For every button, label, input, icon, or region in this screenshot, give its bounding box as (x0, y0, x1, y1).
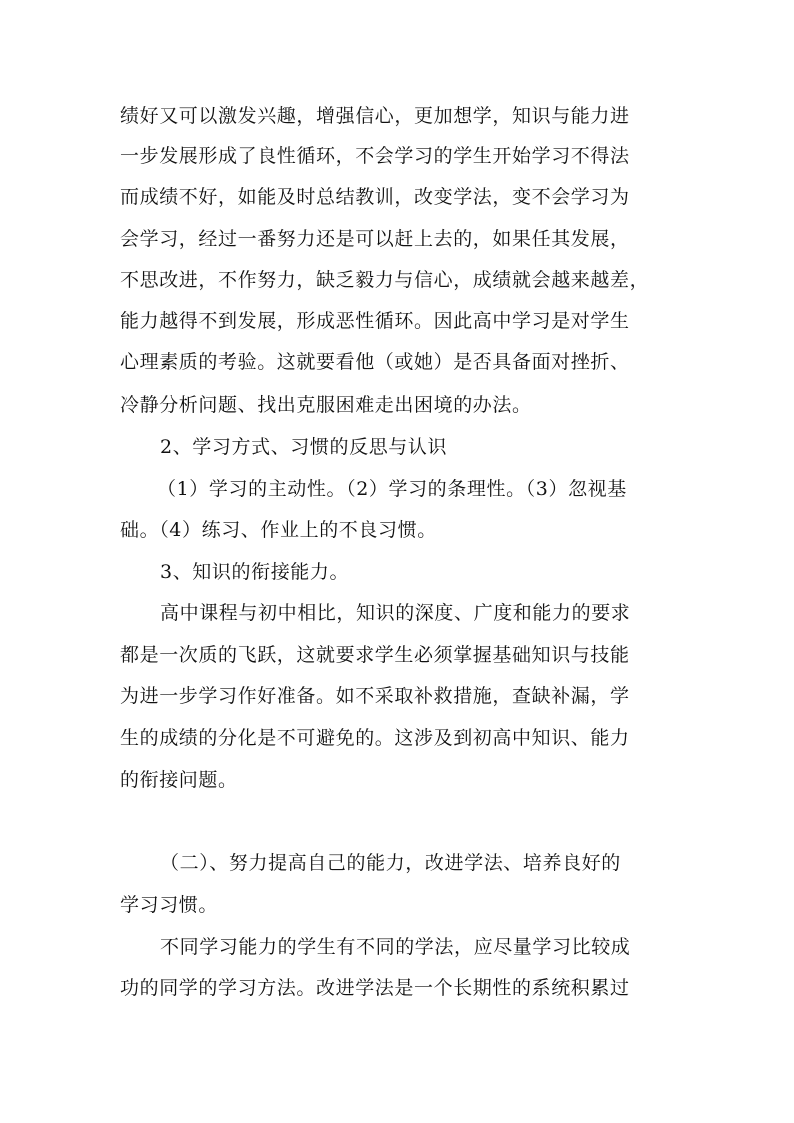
body-text-line: 会学习，经过一番努力还是可以赶上去的，如果任其发展， (120, 228, 630, 250)
section-heading: 2、学习方式、习惯的反思与认识 (160, 436, 448, 458)
body-text-line: 心理素质的考验。这就要看他（或她）是否具备面对挫折、 (120, 351, 630, 373)
body-text-line: 功的同学的学习方法。改进学法是一个长期性的系统积累过 (120, 977, 630, 999)
body-text-line: 冷静分析问题、找出克服困难走出困境的办法。 (120, 394, 532, 416)
section-heading: 学习习惯。 (120, 894, 219, 916)
body-text-line: 能力越得不到发展，形成恶性循环。因此高中学习是对学生 (120, 310, 630, 332)
body-text-line: 一步发展形成了良性循环，不会学习的学生开始学习不得法 (120, 145, 630, 167)
body-text-line: 高中课程与初中相比，知识的深度、广度和能力的要求 (160, 602, 631, 624)
body-text-line: 为进一步学习作好准备。如不采取补救措施，查缺补漏，学 (120, 685, 630, 707)
body-text-line: （1）学习的主动性。（2）学习的条理性。（3）忽视基 (157, 478, 627, 500)
body-text-line: 础。（4）练习、作业上的不良习惯。 (120, 519, 437, 541)
section-heading: 3、知识的衔接能力。 (160, 561, 350, 583)
body-text-line: 绩好又可以激发兴趣，增强信心，更加想学，知识与能力进 (120, 105, 630, 127)
body-text-line: 生的成绩的分化是不可避免的。这涉及到初高中知识、能力 (120, 727, 630, 749)
body-text-line: 不同学习能力的学生有不同的学法，应尽量学习比较成 (160, 936, 631, 958)
body-text-line: 不思改进，不作努力，缺乏毅力与信心，成绩就会越来越差， (120, 269, 650, 291)
body-text-line: 的衔接问题。 (120, 769, 238, 791)
body-text-line: 都是一次质的飞跃，这就要求学生必须掌握基础知识与技能 (120, 644, 630, 666)
body-text-line: 而成绩不好，如能及时总结教训，改变学法，变不会学习为 (120, 186, 630, 208)
section-heading: （二）、努力提高自己的能力，改进学法、培养良好的 (160, 852, 621, 874)
